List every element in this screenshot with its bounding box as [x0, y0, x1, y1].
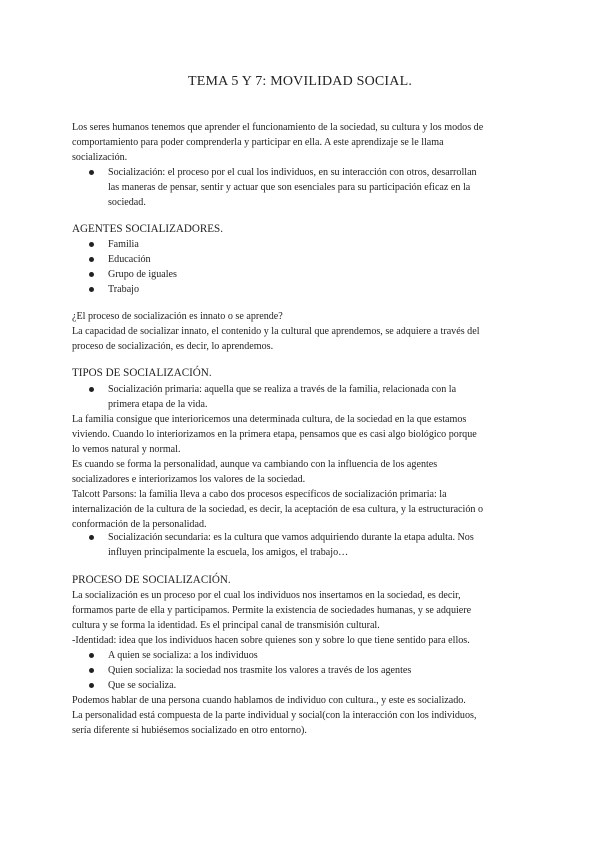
text-line: Talcott Parsons: la familia lleva a cabo dos procesos específicos de socialización primaria: la	[72, 489, 447, 500]
text-line: comportamiento para poder comprenderla y participar en ella. A este aprendizaje se le llama	[72, 137, 444, 148]
bullet-icon	[89, 668, 94, 673]
text-line: sería diferente si hubiésemos socializado en otro entorno).	[72, 725, 307, 736]
text-line: Socialización primaria: aquella que se realiza a través de la familia, relacionada con la	[108, 384, 457, 395]
list-item	[72, 663, 528, 678]
text-line: ¿El proceso de socialización es innato o se aprende?	[72, 311, 283, 322]
secondary-bullet-list	[72, 530, 528, 560]
document-title: TEMA 5 Y 7: MOVILIDAD SOCIAL.	[187, 74, 413, 89]
list-item	[72, 237, 528, 252]
list-item	[72, 678, 528, 693]
text-line: Los seres humanos tenemos que aprender el funcionamiento de la sociedad, su cultura y los modos de	[72, 122, 484, 133]
text-line: sociedad.	[108, 197, 146, 208]
bullet-icon	[89, 287, 94, 292]
closing-paragraph	[72, 693, 528, 738]
text-line: Socialización: el proceso por el cual los individuos, en su interacción con otros, desarrollan	[108, 167, 477, 178]
text-line: -Identidad: idea que los individuos hacen sobre quienes son y sobre lo que tiene sentido para ellos.	[72, 635, 470, 646]
list-item-label: Trabajo	[108, 284, 140, 295]
list-item	[72, 267, 528, 282]
process-heading: PROCESO DE SOCIALIZACIÓN.	[72, 574, 231, 586]
list-item	[72, 530, 528, 560]
intro-paragraph	[72, 120, 528, 165]
text-line: influyen principalmente la escuela, los amigos, el trabajo…	[108, 547, 349, 558]
text-line: proceso de socialización, es decir, lo aprendemos.	[72, 341, 274, 352]
bullet-icon	[89, 683, 94, 688]
intro-bullet-list	[72, 165, 528, 210]
text-line: Podemos hablar de una persona cuando hablamos de individuo con cultura., y este es socializado.	[72, 695, 466, 706]
text-line: viviendo. Cuando lo interiorizamos en la primera etapa, pensamos que es casi algo biológico porque	[72, 429, 477, 440]
list-item	[72, 282, 528, 297]
list-item	[72, 165, 528, 210]
text-line: las maneras de pensar, sentir y actuar que son esenciales para su participación eficaz en la	[108, 182, 471, 193]
primary-bullet-list	[72, 382, 528, 412]
text-line: La socialización es un proceso por el cual los individuos nos insertamos en la sociedad, es decir,	[72, 590, 461, 601]
text-line: conformación de la personalidad.	[72, 519, 207, 530]
text-line: lo vemos natural y normal.	[72, 444, 181, 455]
question-paragraph	[72, 309, 528, 354]
agents-heading: AGENTES SOCIALIZADORES.	[72, 223, 223, 235]
list-item	[72, 648, 528, 663]
bullet-icon	[89, 653, 94, 658]
process-paragraph	[72, 588, 528, 648]
list-item-label: Quien socializa: la sociedad nos trasmite los valores a través de los agentes	[108, 665, 412, 676]
list-item	[72, 382, 528, 412]
list-item-label: A quien se socializa: a los individuos	[108, 650, 258, 661]
text-line: La personalidad está compuesta de la parte individual y social(con la interacción con los individuos,	[72, 710, 477, 721]
text-line: socializadores e interiorizamos los valores de la sociedad.	[72, 474, 306, 485]
text-line: primera etapa de la vida.	[108, 399, 208, 410]
list-item-label: Familia	[108, 239, 139, 250]
bullet-icon	[89, 242, 94, 247]
list-item-label: Educación	[108, 254, 151, 265]
text-line: socialización.	[72, 152, 128, 163]
list-item	[72, 252, 528, 267]
types-heading: TIPOS DE SOCIALIZACIÓN.	[72, 367, 212, 379]
bullet-icon	[89, 272, 94, 277]
process-bullet-list	[72, 648, 528, 693]
list-item-label: Que se socializa.	[108, 680, 177, 691]
bullet-icon	[89, 257, 94, 262]
text-line: internalización de la cultura de la sociedad, es decir, la aceptación de esa cultura, y la estructuración o	[72, 504, 483, 515]
primary-paragraph	[72, 412, 528, 532]
text-line: Socialización secundaria: es la cultura que vamos adquiriendo durante la etapa adulta. Nos	[108, 532, 474, 543]
text-line: cultura y se forma la identidad. Es el principal canal de transmisión cultural.	[72, 620, 380, 631]
text-line: Es cuando se forma la personalidad, aunque va cambiando con la influencia de los agentes	[72, 459, 438, 470]
bullet-icon	[89, 170, 94, 175]
agents-list	[72, 237, 528, 297]
text-line: La familia consigue que interioricemos una determinada cultura, de la sociedad en la que estamos	[72, 414, 467, 425]
bullet-icon	[89, 387, 94, 392]
list-item-label: Grupo de iguales	[108, 269, 177, 280]
bullet-icon	[89, 535, 94, 540]
text-line: formamos parte de ella y participamos. Permite la existencia de sociedades humanas, y se adquiere	[72, 605, 472, 616]
text-line: La capacidad de socializar innato, el contenido y la cultural que aprendemos, se adquiere a través del	[72, 326, 480, 337]
